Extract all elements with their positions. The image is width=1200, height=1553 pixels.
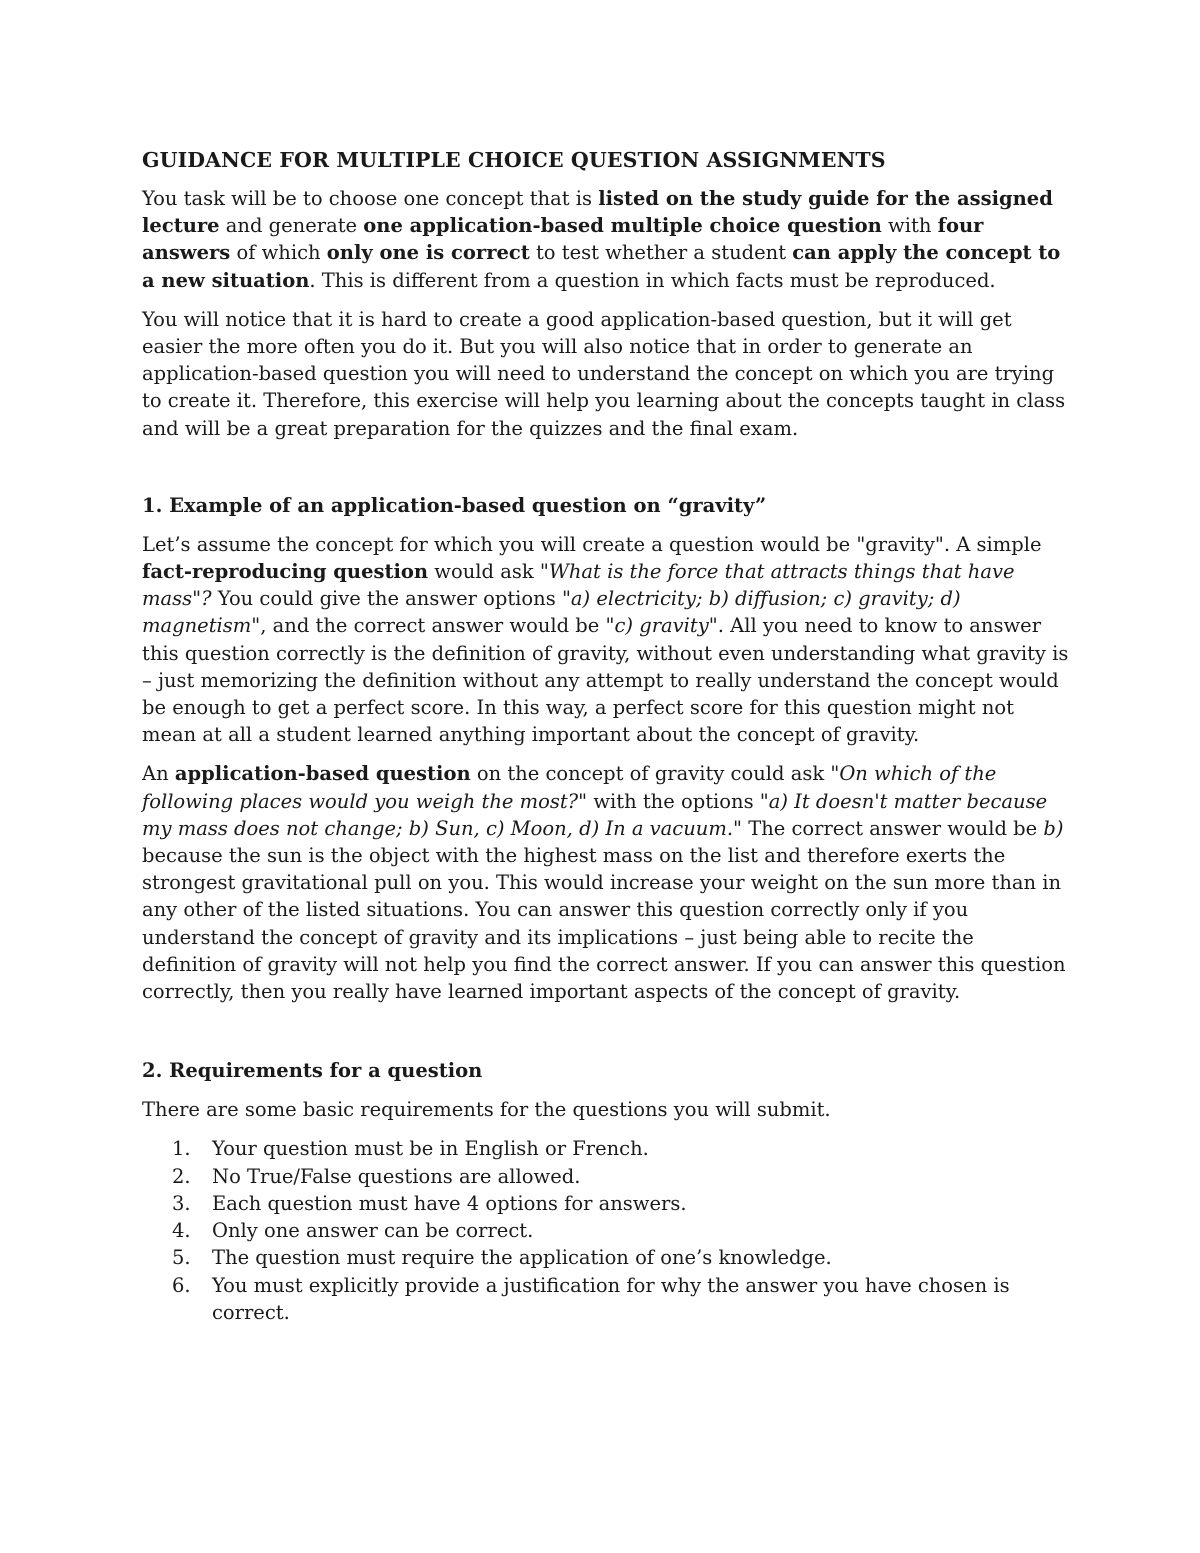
list-item-number: 6. [172,1273,191,1297]
list-item-text: Your question must be in English or French. [212,1137,649,1161]
s1p2-text-5: because the sun is the object with the highest mass on the list and therefore exerts the strongest gravitational pull on you. This would increase your weight on the sun more than in any other of the listed situations. You can answer this question correctly only if you understand the concept of gravity and its implications – just being able to recite the definition of gravity will not help you find the correct answer. If you can answer this question correctly, then you really have learned important aspects of the concept of gravity. [142,844,1066,1004]
list-item-text: No True/False questions are allowed. [212,1164,581,1188]
list-item-number: 5. [172,1246,191,1270]
document-page [142,146,1072,1326]
section-1-heading: 1. Example of an application-based question on “gravity” [142,493,767,517]
s1p2-italic-options: "a) It doesn't matter because my mass does not change; b) Sun, c) Moon, d) In a vacuum." [142,789,1048,840]
s1p2-text-3: with the options [587,789,760,813]
s1p1-text-5: . All you need to know to answer this question correctly is the definition of gravity, without even understanding what gravity is – just memorizing the definition without any attempt to really understand the concept would be enough to get a perfect score. In this way, a perfect score for this question might not mean at all a student learned anything important about the concept of gravity. [142,614,1069,747]
s1p1-bold-fact-question: fact-reproducing question [142,560,429,584]
list-item-text: The question must require the application of one’s knowledge. [212,1246,832,1270]
s1p1-italic-question: "What is the force that attracts things that have mass"? [142,560,1015,611]
intro-text-5: to test whether a student [529,241,793,265]
intro-bold-apply-concept: can apply the concept to a new situation [142,241,1061,292]
list-item-text: You must explicitly provide a justification for why the answer you have chosen is correct. [212,1273,1010,1324]
list-item [142,1190,1072,1217]
intro-bold-only-one-correct: only one is correct [326,241,530,265]
section-2-heading: 2. Requirements for a question [142,1059,483,1083]
s1p1-italic-options: "a) electricity; b) diffusion; c) gravity; d) magnetism" [142,587,961,638]
list-item [142,1163,1072,1190]
list-item [142,1244,1072,1271]
section-1-paragraph-2 [142,760,1072,1005]
list-item [142,1135,1072,1162]
s1p2-bold-application-question: application-based question [174,762,471,786]
s1p1-text-2: would ask [428,560,540,584]
list-item [142,1217,1072,1244]
list-item-number: 1. [172,1137,191,1161]
intro-text-3: with [881,214,938,238]
intro-paragraph [142,185,1072,294]
intro-bold-four-answers: four answers [142,214,984,265]
list-item-number: 3. [172,1191,191,1215]
document-title: GUIDANCE FOR MULTIPLE CHOICE QUESTION ASSIGNMENTS [142,148,886,172]
list-item [142,1272,1072,1326]
intro-text-4: of which [230,241,327,265]
section-1-paragraph-1 [142,531,1072,749]
s1p1-italic-answer: "c) gravity" [605,614,718,638]
intro-text-2: and generate [219,214,364,238]
s1p1-text-3: You could give the answer options [211,587,562,611]
intro-paragraph-2: You will notice that it is hard to create a good application-based question, but it will get easier the more often you do it. But you will also notice that in order to generate an application-based question you will need to understand the concept on which you are trying to create it. Therefore, this exercise will help you learning about the concepts taught in class and will be a great preparation for the quizzes and the final exam. [142,307,1066,440]
list-item-text: Only one answer can be correct. [212,1219,534,1243]
s1p1-text-1: Let’s assume the concept for which you will create a question would be "gravity". A simple [142,532,1042,556]
section-2-intro: There are some basic requirements for the questions you will submit. [142,1098,831,1122]
list-item-text: Each question must have 4 options for answers. [212,1191,687,1215]
intro-bold-study-guide: listed on the study guide for the assigned lecture [142,187,1053,238]
s1p2-text-4: The correct answer would be [742,816,1044,840]
s1p1-text-4: , and the correct answer would be [260,614,606,638]
s1p2-italic-answer: b) [1043,816,1064,840]
requirements-list [142,1135,1072,1325]
s1p2-text-1: An [142,762,175,786]
s1p2-italic-question: "On which of the following places would you weigh the most?" [142,762,997,813]
intro-bold-one-question: one application-based multiple choice question [363,214,882,238]
list-item-number: 2. [172,1164,191,1188]
list-item-number: 4. [172,1219,191,1243]
intro-text-1: You task will be to choose one concept that is [142,187,599,210]
s1p2-text-2: on the concept of gravity could ask [470,762,831,786]
intro-text-6: . This is different from a question in which facts must be reproduced. [309,268,996,292]
